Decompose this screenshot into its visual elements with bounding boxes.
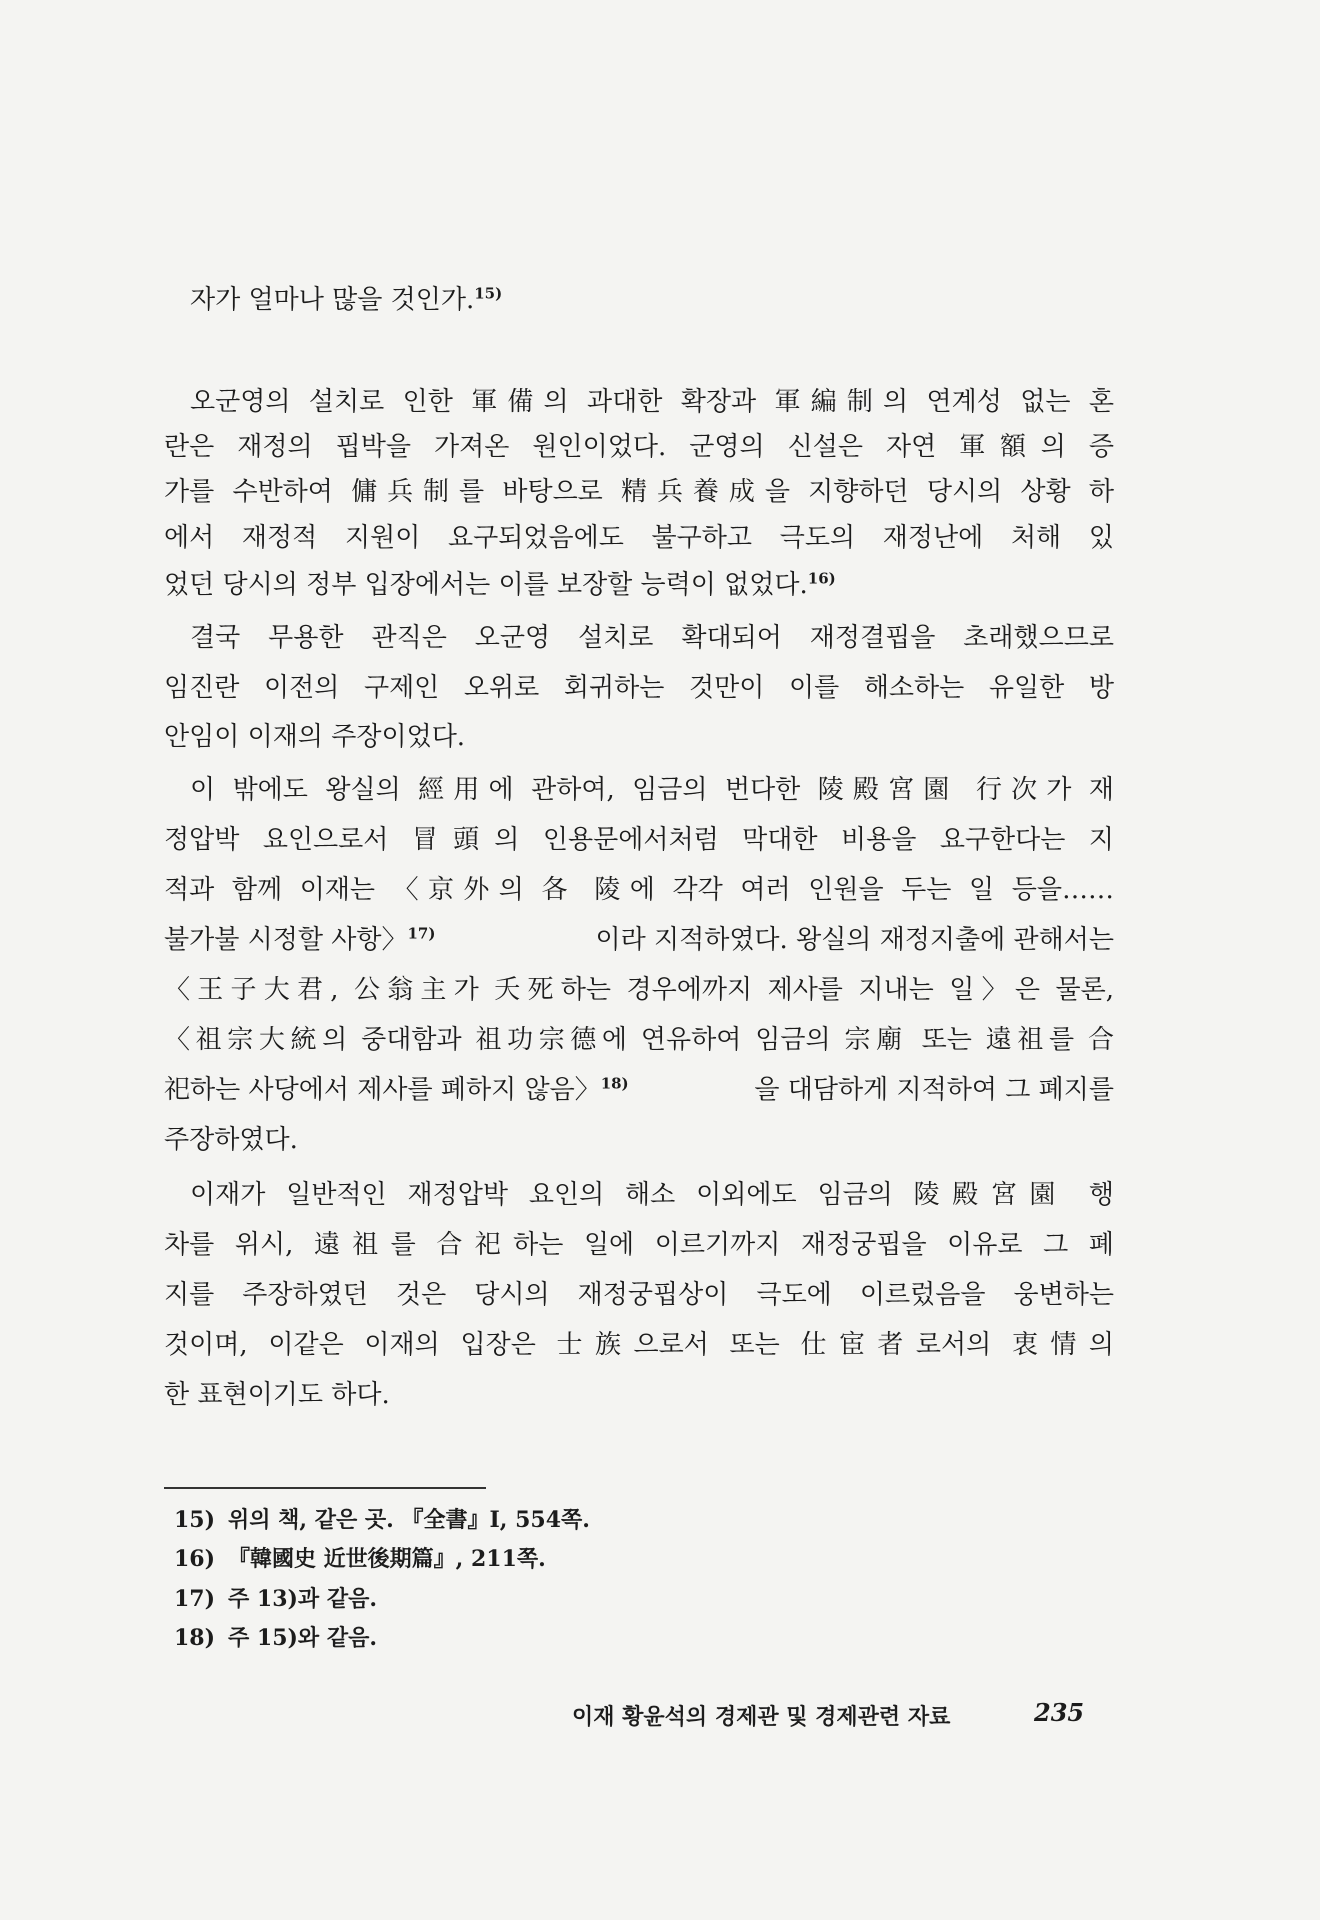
body-line-13	[164, 920, 1114, 960]
body-line-2: 오군영의 설치로 인한 軍備의 과대한 확장과 軍編制의 연계성 없는 혼	[190, 387, 1114, 417]
body-line-15: 〈祖宗大統의 중대함과 祖功宗德에 연유하여 임금의 宗廟 또는 遠祖를 合	[164, 1025, 1114, 1055]
footnote-17	[174, 1581, 377, 1617]
body-line-13-b: 이라 지적하였다. 왕실의 재정지출에 관해서는	[595, 925, 1114, 955]
body-line-1	[164, 280, 502, 320]
body-line-4: 가를 수반하여 傭兵制를 바탕으로 精兵養成을 지향하던 당시의 상황 하	[164, 477, 1114, 507]
footnote-text: 주 15)와 같음.	[228, 1625, 378, 1651]
body-line-3: 란은 재정의 핍박을 가져온 원인이었다. 군영의 신설은 자연 軍額의 증	[164, 432, 1114, 462]
footnote-number: 16)	[174, 1546, 216, 1572]
footnote-ref-16: 16)	[807, 569, 836, 588]
footnote-16	[174, 1541, 546, 1577]
footnote-ref-17: 17)	[407, 924, 436, 943]
body-line-16-a: 祀하는 사당에서 제사를 폐하지 않음〉$^{18)}$	[164, 1074, 629, 1105]
footnote-text: 주 13)과 같음.	[228, 1586, 378, 1612]
body-line-22: 한 표현이기도 하다.	[164, 1380, 390, 1410]
footnote-15	[174, 1502, 590, 1538]
footnote-rule	[164, 1487, 486, 1489]
page-number: 235	[1034, 1698, 1085, 1727]
footnote-18	[174, 1620, 377, 1656]
footnote-text: 위의 책, 같은 곳. 『全書』Ⅰ, 554쪽.	[228, 1507, 590, 1533]
body-line-14: 〈王子大君, 公翁主가 夭死하는 경우에까지 제사를 지내는 일〉은 물론,	[164, 975, 1114, 1005]
footnote-ref-18: 18)	[600, 1074, 629, 1093]
body-line-12: 적과 함께 이재는 〈京外의 各 陵에 각각 여러 인원을 두는 일 등을……	[164, 875, 1114, 905]
body-line-16-b: 을 대담하게 지적하여 그 폐지를	[754, 1075, 1114, 1105]
body-line-17: 주장하였다.	[164, 1125, 298, 1155]
body-line-6	[164, 565, 836, 605]
footnote-number: 15)	[174, 1507, 216, 1533]
body-line-10: 이 밖에도 왕실의 經用에 관하여, 임금의 번다한 陵殿宮園 行次가 재	[190, 775, 1114, 805]
footnote-text: 『韓國史 近世後期篇』, 211쪽.	[228, 1546, 546, 1572]
body-line-19: 차를 위시, 遠祖를 合祀하는 일에 이르기까지 재정궁핍을 이유로 그 폐	[164, 1230, 1114, 1260]
body-line-11: 정압박 요인으로서 冒頭의 인용문에서처럼 막대한 비용을 요구한다는 지	[164, 825, 1114, 855]
body-line-7: 결국 무용한 관직은 오군영 설치로 확대되어 재정결핍을 초래했으므로	[190, 623, 1114, 653]
body-line-18: 이재가 일반적인 재정압박 요인의 해소 이외에도 임금의 陵殿宮園 행	[190, 1180, 1114, 1210]
body-line-16	[164, 1070, 1114, 1110]
running-head: 이재 황윤석의 경제관 및 경제관련 자료	[572, 1705, 951, 1730]
footnote-number: 17)	[174, 1586, 216, 1612]
body-line-9: 안임이 이재의 주장이었다.	[164, 722, 466, 752]
body-line-6-text: 었던 당시의 정부 입장에서는 이를 보장할 능력이 없었다.	[164, 570, 808, 600]
body-line-8: 임진란 이전의 구제인 오위로 회귀하는 것만이 이를 해소하는 유일한 방	[164, 673, 1114, 703]
body-line-1-text: 자가 얼마나 많을 것인가.	[190, 285, 475, 315]
footnote-number: 18)	[174, 1625, 216, 1651]
body-line-20: 지를 주장하였던 것은 당시의 재정궁핍상이 극도에 이르렀음을 웅변하는	[164, 1280, 1114, 1310]
body-line-21: 것이며, 이같은 이재의 입장은 士族으로서 또는 仕宦者로서의 衷情의	[164, 1330, 1114, 1360]
body-line-13-a: 불가불 시정할 사항〉$^{17)}$	[164, 924, 436, 955]
body-line-5: 에서 재정적 지원이 요구되었음에도 불구하고 극도의 재정난에 처해 있	[164, 523, 1114, 553]
footnote-ref-15: 15)	[474, 284, 503, 303]
